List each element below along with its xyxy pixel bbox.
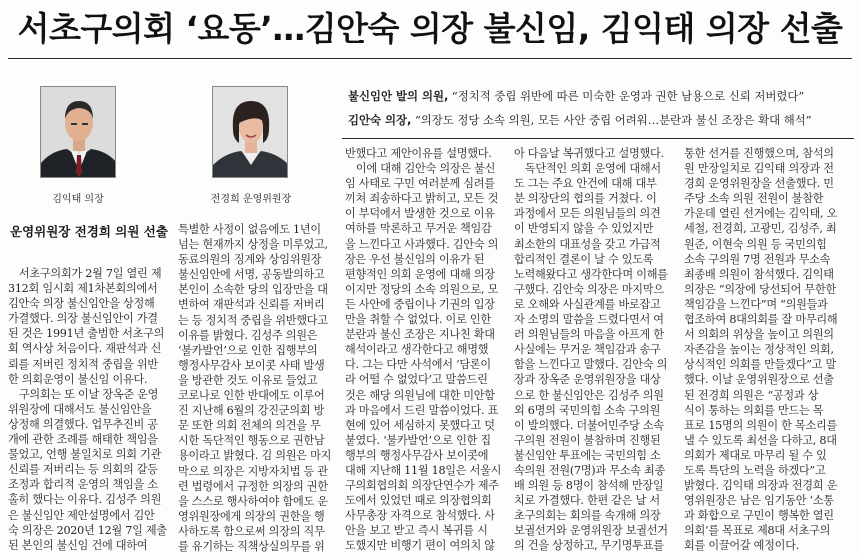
text-line: 로 오해와 사실관계를 바로잡고 [514,297,661,311]
text-line: 여하를 막론하고 무거운 책임감 [345,222,492,236]
text-line: 과 마음에서 드린 말씀이었다. 표 [345,403,499,417]
text-line: 배 의원 등 8명이 참석해 만장일 [514,479,664,493]
text-line: 본인이 소속한 당의 입장만을 대 [178,283,328,297]
text-line: 외 6명의 국민의힘 소속 구의원 [514,403,661,417]
text-line: 를 유기하는 직책상실의무를 위 [178,539,325,553]
text-line: 영위원장에게 의장의 권한을 행 [178,509,325,523]
text-line: 넘는 현재까지 상정을 미루었고, [178,238,328,252]
deck-quote-text: “정치적 중립 위반에 따른 미숙한 운영과 권한 남용으로 신뢰 저버렸다” [451,89,805,103]
deck-rule [342,138,854,139]
text-line: 밝혔다. 김익태 의장과 전경희 운 [684,479,838,493]
text-line: 특별한 사정이 없음에도 1년이 [178,223,321,236]
photo-jeon-gyeonghui [212,86,288,178]
text-line: 함을 느낀다고 말했다. 김안숙 의 [514,358,668,372]
text-line: 통한 선거를 진행했으며, 참석의 [684,147,834,160]
text-line: 서 의회의 위상을 높이고 의원의 [684,328,834,342]
text-line: 동료의원의 징계와 상임위원장 [178,253,322,267]
text-line: 편향적인 의회 운영에 대해 의장 [345,267,495,281]
text-line: 이유를 밝혔다. 김성주 의원은 [178,328,318,342]
text-line: 치로 가결했다. 한편 같은 날 서 [514,494,660,508]
text-line: 소속 구의원 7명 전원과 무소속 [684,252,831,266]
text-line: 세철, 전경희, 고광민, 김성주, 최 [684,222,837,236]
text-line: 원 만장일치로 김익태 의장과 전 [684,162,834,176]
text-line: 의회’를 목표로 제8대 서초구의 [684,524,831,538]
text-line: 독단적인 의회 운영에 대해서 [514,162,661,176]
photo-caption: 전경희 운영위원장 [210,194,292,205]
text-line: 과정에서 모든 의원님들의 의견 [514,207,661,221]
text-line: 홀히 했다는 이유다. 김성주 의원 [8,493,162,507]
body-column-2 [178,222,338,556]
text-line: 현에 있어 세심하지 못했다고 덧 [345,418,495,432]
text-line: 경희 운영위원장을 선출했다. 민 [684,177,834,191]
text-line: 불신임안 투표에는 국민의힘 소 [514,448,661,462]
text-line: 의회가 제대로 마무리 될 수 있 [684,448,827,462]
text-line: 안을 보고 받고 즉시 복귀를 시 [345,524,488,538]
text-line: 개에 관한 조례를 해태한 책임을 [8,433,158,447]
text-line: 구의원 전원이 불참하며 진행된 [514,433,661,447]
text-line: 도했지만 비행기 편이 여의치 않 [345,539,495,553]
text-line: 도 그는 주요 안건에 대해 대부 [514,177,657,191]
text-line: 가운데 열린 선거에는 김익태, 오 [684,207,838,221]
body-column-3 [345,146,505,556]
text-line: 312회 임시회 제1차본회의에서 [8,282,158,296]
text-line: 분란과 불신 조장은 지나친 확대 [345,328,495,342]
text-line: 물었고, 언행 불일치로 의회 기관 [8,448,162,462]
text-line: ‘불카발언’으로 인한 집행부의 [178,343,318,357]
body-column-1 [8,266,168,556]
text-line: 임 사태로 구민 여러분께 심려를 [345,177,495,191]
text-line: 영위원장은 남은 임기동안 ‘소통 [684,494,834,508]
deck-quote-2 [348,112,854,128]
text-line: 행정사무감사 보이콧 사태 발생 [178,358,325,372]
text-line: 구의회는 또 이날 장옥준 운영 [8,387,159,401]
text-line: 행부의 행정사무감사 보이콧에 [345,448,489,462]
text-line: 자 소명의 말씀을 드렸다면서 여 [514,313,664,327]
text-line: 끼쳐 죄송하다고 밝히고, 모든 것 [345,192,499,206]
text-line: 코로나로 인한 반대에도 이루어 [178,389,325,403]
text-line: 된 것은 1991년 출범한 서초구의 [8,327,165,341]
text-line: 낼 수 있도록 최선을 다하고, 8대 [684,433,837,447]
text-line: 는 등 정치적 중립을 위반했다고 [178,313,328,327]
text-line: 주당 소속 의원 전원이 불참한 [684,192,824,206]
text-line: 구의회협의회 의장단연수가 제주 [345,479,499,493]
text-line: 노력해왔다고 생각한다며 이해를 [514,267,668,281]
article-headline: 서초구의회 ‘요동’…김안숙 의장 불신임, 김익태 의장 선출 [17,9,843,48]
text-line: 김안숙 의장 불신임안을 상정해 [8,297,155,311]
text-line: 해석이라고 생각한다고 해명했 [345,343,489,357]
text-line: 식이 통하는 의회를 만드는 목 [684,403,824,417]
text-line: 장은 우선 불신임의 이유가 된 [345,252,485,266]
text-line: 상정해 의결했다. 업무추진비 공 [8,417,158,431]
text-line: 최종배 의원이 참석했다. 김익태 [684,267,834,281]
text-line: 도록 특단의 노력을 하겠다”고 [684,463,826,477]
deck-quote-1 [348,88,854,104]
text-line: 위원장에 대해서도 불신임안을 [8,402,152,416]
text-line: 반했다고 제안이유를 설명했다. [345,147,492,160]
text-line: 한 의회운영이 불신임 이유다. [8,372,148,386]
text-line: 이지만 정당의 소속 의원으로, 모 [345,282,499,296]
text-line: 원준, 이현숙 의원 등 국민의힘 [684,237,827,251]
text-line: 책임감을 느낀다”며 “의원들과 [684,297,828,311]
text-line: 조정과 합리적 운영의 책임을 소 [8,478,158,492]
body-column-4 [514,146,674,556]
text-line: 뢰를 저버린 정치적 중립을 위반 [8,357,158,371]
article-subhead: 운영위원장 전경희 의원 선출 [10,224,168,239]
body-column-5 [684,146,854,556]
text-line: 을 스스로 행사하여야 함에도 운 [178,494,328,508]
text-line: 불신임안에 서명, 공동발의하고 [178,268,325,282]
text-line: 다. 그는 다만 사석에서 ‘담론이 [345,358,491,372]
text-line: 사실에는 무거운 책임감과 송구 [514,343,661,357]
text-line: 의 건을 상정하고, 무기명투표를 [514,539,664,553]
text-line: 사하도록 함으로써 의장의 직무 [178,524,325,538]
text-line: 변하여 재판석과 신뢰를 저버리 [178,298,325,312]
photo-kim-iktae [40,86,116,178]
text-line: 것은 해당 의원님에 대한 미안함 [345,388,495,402]
text-line: 보궐선거와 운영위원장 보궐선거 [514,524,668,538]
text-line: 가결했다. 의장 불신임안이 가결 [8,312,158,326]
text-line: 속의원 전원(7명)과 무소속 최종 [514,463,666,477]
text-line: 만을 취할 수 없었다. 이로 인한 [345,313,491,327]
deck-quote-text: “의장도 정당 소속 의원, 모든 사안 중립 어려워…분란과 불신 조장은 확대 해석” [414,113,812,127]
text-line: 은 불신임안 제안설명에서 김안 [8,508,155,522]
text-line: 최소한의 대표성을 갖고 가급적 [514,237,661,251]
text-line: 으로 한 불신임안은 김성주 의원 [514,388,664,402]
text-line: 이 부덕에서 발생한 것으로 이유 [345,207,495,221]
text-line: 회 역사상 처음이다. 재판석과 신 [8,342,162,356]
text-line: 진 지난해 6월의 강진군의회 방 [178,404,325,418]
text-line: 대해 지난해 11월 18일은 서울시 [345,463,502,477]
text-line: 라 어떨 수 없었다’고 말씀드린 [345,373,488,387]
text-line: 구했다. 김안숙 의장은 마지막으 [514,282,664,296]
deck-speaker: 김안숙 의장, [348,113,412,127]
text-line: 자존감을 높이는 정상적인 의회, [684,343,834,357]
text-line: 아 다음날 복귀했다고 설명했다. [514,147,664,160]
text-line: 협조하여 8대의회를 잘 마무리해 [684,313,838,327]
text-line: 초구의회는 회의를 속개해 의장 [514,509,661,523]
text-line: 된 본인의 불신임 건에 대하여 [8,538,148,552]
text-line: 든 사안에 중립이나 기권의 입장 [345,297,495,311]
text-line: 을 방관한 것도 이유로 들었고 [178,373,318,387]
text-line: 상식적인 의회를 만들겠다”고 말 [684,358,836,372]
text-line: 러 의원님들의 마음을 아프게 한 [514,328,664,342]
headline-rule [8,58,852,59]
woman-portrait-icon [213,87,288,178]
text-line: 시한 독단적인 행동으로 권한남 [178,434,325,448]
text-line: 합리적인 결론이 날 수 있도록 [514,252,654,266]
text-line: 표로 15명의 의원이 한 목소리를 [684,418,837,432]
text-line: 회를 이끌어갈 예정이다. [684,539,799,553]
text-line: 이 반영되지 않을 수 있었지만 [514,222,654,236]
text-line: 숙 의장은 2020년 12월 7일 제출 [8,523,167,537]
text-line: 붙였다. ‘불카발언’으로 인한 집 [345,433,491,447]
text-line: 용이라고 밝혔다. 김 의원은 마지 [178,449,332,463]
photo-caption: 김익태 의장 [52,194,104,205]
text-line: 이에 대해 김안숙 의장은 불신 [345,162,496,176]
text-line: 이 발의했다. 더불어민주당 소속 [514,418,664,432]
deck-speaker: 불신임안 발의 의원, [348,89,449,103]
text-line: 문 또한 의회 전체의 의견을 무 [178,419,321,433]
text-line: 장과 장옥준 운영위원장을 대상 [514,373,661,387]
text-line: 사무총장 자격으로 참석했다. 사 [345,509,495,523]
text-line: 된 전경희 의원은 “공정과 상 [684,388,819,402]
man-portrait-icon [41,87,116,178]
text-line: 도에서 있었던 때로 의장협의회 [345,494,492,508]
text-line: 신뢰를 저버리는 등 의회의 갈등 [8,463,158,477]
text-line: 막으로 의장은 지방자치법 등 관 [178,464,328,478]
text-line: 과 화합으로 구민이 행복한 열린 [684,509,834,523]
text-line: 의장은 “의장에 당선되어 무한한 [684,282,836,296]
text-line: 분 의장단의 협의를 거쳤다. 이 [514,192,657,206]
text-line: 련 법령에서 규정한 의장의 권한 [178,479,328,493]
text-line: 했다. 이날 운영위원장으로 선출 [684,373,834,387]
text-line: 서초구의회가 2월 7일 열린 제 [8,267,162,280]
text-line: 을 느낀다고 사과했다. 김안숙 의 [345,237,499,251]
